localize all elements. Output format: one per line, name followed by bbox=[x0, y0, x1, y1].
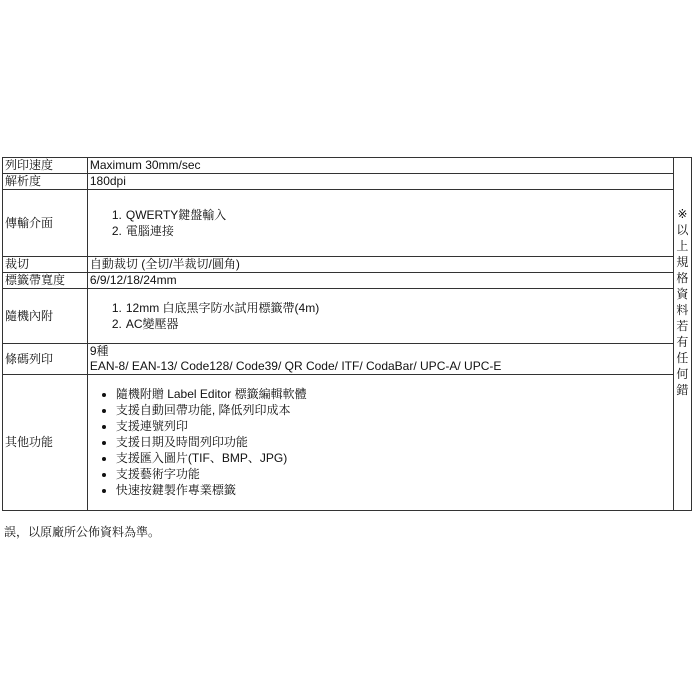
spec-row-barcode bbox=[3, 344, 692, 375]
footnote: 誤，以原廠所公佈資料為準。 bbox=[4, 525, 161, 539]
spec-label-barcode: 條碼列印 bbox=[3, 344, 88, 375]
list-item-number: 2. bbox=[111, 223, 122, 238]
spec-value-resolution: 180dpi bbox=[87, 174, 673, 190]
side-note-text: ※以上規格資料若有任何錯 bbox=[676, 207, 689, 397]
spec-value-print-speed: Maximum 30mm/sec bbox=[87, 158, 673, 174]
spec-value-other-features bbox=[87, 375, 673, 511]
spec-row-print-speed bbox=[3, 158, 692, 174]
spec-row-other-features bbox=[3, 375, 692, 511]
list-item: • 支援匯入圖片(TIF、BMP、JPG) bbox=[116, 451, 671, 466]
spec-label-included: 隨機內附 bbox=[3, 289, 88, 344]
spec-row-included bbox=[3, 289, 692, 344]
spec-label-resolution: 解析度 bbox=[3, 174, 88, 190]
side-note bbox=[673, 158, 691, 511]
spec-label-interface: 傳輸介面 bbox=[3, 190, 88, 257]
list-item bbox=[112, 301, 671, 316]
list-item-text: AC變壓器 bbox=[125, 316, 179, 331]
spec-value-tape-width: 6/9/12/18/24mm bbox=[87, 273, 673, 289]
spec-row-resolution bbox=[3, 174, 692, 190]
spec-row-cutting bbox=[3, 257, 692, 273]
spec-label-print-speed: 列印速度 bbox=[3, 158, 88, 174]
spec-value-included bbox=[87, 289, 673, 344]
spec-value-interface bbox=[87, 190, 673, 257]
spec-row-tape-width bbox=[3, 273, 692, 289]
list-item-number: 1. bbox=[111, 300, 122, 315]
interface-list bbox=[90, 208, 671, 239]
list-item-number: 2. bbox=[111, 316, 122, 331]
spec-label-tape-width: 標籤帶寬度 bbox=[3, 273, 88, 289]
spec-table bbox=[2, 157, 692, 511]
list-item: • 隨機附贈 Label Editor 標籤編輯軟體 bbox=[116, 387, 671, 402]
included-list bbox=[90, 301, 671, 332]
list-item-text: 電腦連接 bbox=[125, 223, 174, 238]
list-item: • 支援自動回帶功能, 降低列印成本 bbox=[116, 403, 671, 418]
features-list bbox=[90, 387, 671, 498]
list-item: • 支援藝術字功能 bbox=[116, 467, 671, 482]
list-item bbox=[112, 224, 671, 239]
list-item: • 支援日期及時間列印功能 bbox=[116, 435, 671, 450]
list-item-number: 1. bbox=[111, 207, 122, 222]
list-item-text: QWERTY鍵盤輸入 bbox=[125, 207, 227, 222]
list-item: • 支援連號列印 bbox=[116, 419, 671, 434]
barcode-count: 9種 bbox=[89, 344, 109, 358]
spec-value-cutting: 自動裁切 (全切/半裁切/圓角) bbox=[87, 257, 673, 273]
spec-value-barcode bbox=[87, 344, 673, 375]
spec-row-interface bbox=[3, 190, 692, 257]
spec-label-cutting: 裁切 bbox=[3, 257, 88, 273]
list-item: • 快速按鍵製作專業標籤 bbox=[116, 483, 671, 498]
barcode-types: EAN-8/ EAN-13/ Code128/ Code39/ QR Code/ ITF/ CodaBar/ UPC-A/ UPC-E bbox=[89, 359, 502, 373]
list-item-text: 12mm 白底黑字防水試用標籤帶(4m) bbox=[125, 300, 320, 315]
spec-label-other-features: 其他功能 bbox=[3, 375, 88, 511]
list-item bbox=[112, 317, 671, 332]
list-item bbox=[112, 208, 671, 223]
